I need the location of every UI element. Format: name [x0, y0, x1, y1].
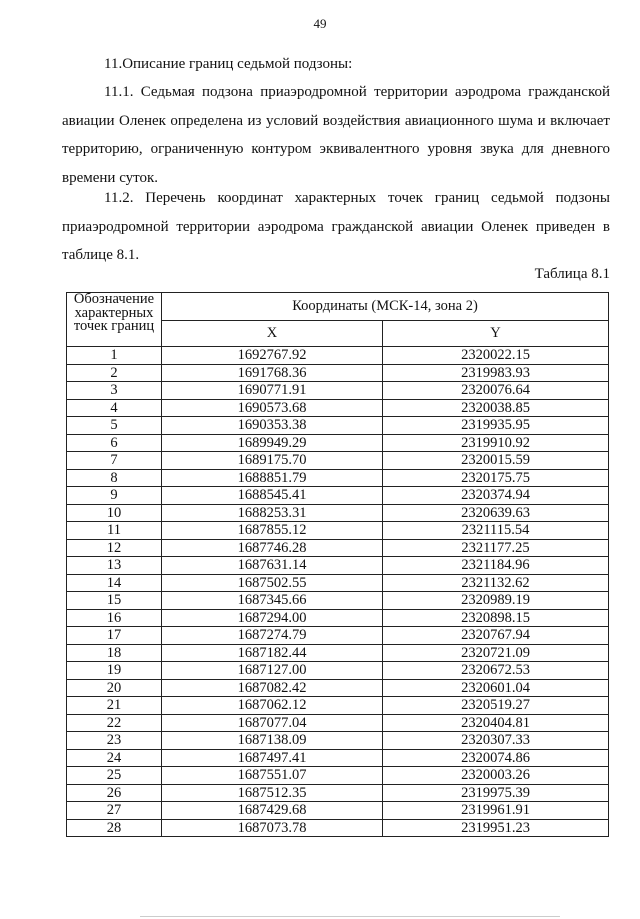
- x-coordinate-cell: 1688851.79: [162, 469, 383, 487]
- x-coordinate-cell: 1690771.91: [162, 382, 383, 400]
- paragraph-11-2: 11.2. Перечень координат характерных точек границ седьмой подзоны приаэродромной территории аэродрома гражданской авиации Оленек приведен в таблице 8.1.: [62, 190, 610, 263]
- table-row: [67, 802, 609, 820]
- point-number-cell: 19: [67, 662, 162, 680]
- x-coordinate-cell: 1687082.42: [162, 679, 383, 697]
- point-number-cell: 23: [67, 732, 162, 750]
- point-number-cell: 15: [67, 592, 162, 610]
- point-number-cell: 1: [67, 347, 162, 365]
- header-x: X: [162, 321, 383, 347]
- table-caption: Таблица 8.1: [534, 266, 610, 282]
- x-coordinate-cell: 1687073.78: [162, 819, 383, 837]
- table-row: [67, 819, 609, 837]
- y-coordinate-cell: 2319910.92: [383, 434, 609, 452]
- y-coordinate-cell: 2319961.91: [383, 802, 609, 820]
- y-coordinate-cell: 2320175.75: [383, 469, 609, 487]
- y-coordinate-cell: 2320601.04: [383, 679, 609, 697]
- paragraph-11-1: 11.1. Седьмая подзона приаэродромной территории аэродрома гражданской авиации Оленек определена из условий воздействия авиационного шума и включает территорию, ограниченную контуром эквивалентного уровня звука для дневного времени суток.: [62, 84, 610, 186]
- table-row: [67, 644, 609, 662]
- x-coordinate-cell: 1687855.12: [162, 522, 383, 540]
- point-number-cell: 12: [67, 539, 162, 557]
- table-row: [67, 609, 609, 627]
- table-row: [67, 697, 609, 715]
- point-number-cell: 9: [67, 487, 162, 505]
- table-row: [67, 539, 609, 557]
- table-row: [67, 487, 609, 505]
- table-row: [67, 749, 609, 767]
- x-coordinate-cell: 1687077.04: [162, 714, 383, 732]
- table-body: [67, 347, 609, 837]
- x-coordinate-cell: 1687429.68: [162, 802, 383, 820]
- page-number: 49: [313, 16, 327, 31]
- x-coordinate-cell: 1688545.41: [162, 487, 383, 505]
- x-coordinate-cell: 1689949.29: [162, 434, 383, 452]
- point-number-cell: 4: [67, 399, 162, 417]
- x-coordinate-cell: 1687551.07: [162, 767, 383, 785]
- point-number-cell: 13: [67, 557, 162, 575]
- table-row: [67, 557, 609, 575]
- x-coordinate-cell: 1691768.36: [162, 364, 383, 382]
- y-coordinate-cell: 2321115.54: [383, 522, 609, 540]
- point-number-cell: 16: [67, 609, 162, 627]
- x-coordinate-cell: 1687182.44: [162, 644, 383, 662]
- x-coordinate-cell: 1687138.09: [162, 732, 383, 750]
- coordinates-table: [66, 292, 609, 837]
- table-row: [67, 452, 609, 470]
- table-row: [67, 504, 609, 522]
- x-coordinate-cell: 1687127.00: [162, 662, 383, 680]
- y-coordinate-cell: 2319975.39: [383, 784, 609, 802]
- x-coordinate-cell: 1688253.31: [162, 504, 383, 522]
- x-coordinate-cell: 1687497.41: [162, 749, 383, 767]
- point-number-cell: 24: [67, 749, 162, 767]
- table-row: [67, 347, 609, 365]
- table-row: [67, 592, 609, 610]
- table-row: [67, 662, 609, 680]
- table-row: [67, 382, 609, 400]
- y-coordinate-cell: 2319935.95: [383, 417, 609, 435]
- table-row: [67, 399, 609, 417]
- x-coordinate-cell: 1690573.68: [162, 399, 383, 417]
- table-row: [67, 469, 609, 487]
- y-coordinate-cell: 2320038.85: [383, 399, 609, 417]
- point-number-cell: 10: [67, 504, 162, 522]
- table-row: [67, 574, 609, 592]
- point-number-cell: 6: [67, 434, 162, 452]
- y-coordinate-cell: 2320898.15: [383, 609, 609, 627]
- x-coordinate-cell: 1689175.70: [162, 452, 383, 470]
- x-coordinate-cell: 1692767.92: [162, 347, 383, 365]
- point-number-cell: 11: [67, 522, 162, 540]
- y-coordinate-cell: 2319983.93: [383, 364, 609, 382]
- x-coordinate-cell: 1687512.35: [162, 784, 383, 802]
- table-row: [67, 417, 609, 435]
- table-row: [67, 434, 609, 452]
- header-point-designation: Обозначение характерных точек границ: [67, 293, 162, 347]
- y-coordinate-cell: 2321177.25: [383, 539, 609, 557]
- y-coordinate-cell: 2319951.23: [383, 819, 609, 837]
- point-number-cell: 3: [67, 382, 162, 400]
- point-number-cell: 18: [67, 644, 162, 662]
- table-row: [67, 679, 609, 697]
- point-number-cell: 7: [67, 452, 162, 470]
- y-coordinate-cell: 2320074.86: [383, 749, 609, 767]
- x-coordinate-cell: 1687502.55: [162, 574, 383, 592]
- x-coordinate-cell: 1687631.14: [162, 557, 383, 575]
- point-number-cell: 2: [67, 364, 162, 382]
- x-coordinate-cell: 1687294.00: [162, 609, 383, 627]
- point-number-cell: 17: [67, 627, 162, 645]
- y-coordinate-cell: 2321132.62: [383, 574, 609, 592]
- point-number-cell: 14: [67, 574, 162, 592]
- point-number-cell: 22: [67, 714, 162, 732]
- x-coordinate-cell: 1690353.38: [162, 417, 383, 435]
- x-coordinate-cell: 1687274.79: [162, 627, 383, 645]
- point-number-cell: 26: [67, 784, 162, 802]
- y-coordinate-cell: 2320003.26: [383, 767, 609, 785]
- y-coordinate-cell: 2320022.15: [383, 347, 609, 365]
- point-number-cell: 8: [67, 469, 162, 487]
- table-row: [67, 714, 609, 732]
- point-number-cell: 21: [67, 697, 162, 715]
- y-coordinate-cell: 2320767.94: [383, 627, 609, 645]
- header-y: Y: [383, 321, 609, 347]
- y-coordinate-cell: 2320374.94: [383, 487, 609, 505]
- point-number-cell: 25: [67, 767, 162, 785]
- point-number-cell: 20: [67, 679, 162, 697]
- section-title: 11.Описание границ седьмой подзоны:: [104, 56, 353, 72]
- x-coordinate-cell: 1687345.66: [162, 592, 383, 610]
- x-coordinate-cell: 1687746.28: [162, 539, 383, 557]
- y-coordinate-cell: 2320015.59: [383, 452, 609, 470]
- y-coordinate-cell: 2320404.81: [383, 714, 609, 732]
- point-number-cell: 27: [67, 802, 162, 820]
- table-row: [67, 767, 609, 785]
- y-coordinate-cell: 2320721.09: [383, 644, 609, 662]
- table-row: [67, 627, 609, 645]
- x-coordinate-cell: 1687062.12: [162, 697, 383, 715]
- point-number-cell: 28: [67, 819, 162, 837]
- table-row: [67, 522, 609, 540]
- y-coordinate-cell: 2320076.64: [383, 382, 609, 400]
- y-coordinate-cell: 2321184.96: [383, 557, 609, 575]
- footer-scan-line: [140, 916, 560, 917]
- table-row: [67, 784, 609, 802]
- y-coordinate-cell: 2320989.19: [383, 592, 609, 610]
- point-number-cell: 5: [67, 417, 162, 435]
- table-row: [67, 364, 609, 382]
- header-coordinates: Координаты (МСК-14, зона 2): [162, 293, 609, 321]
- y-coordinate-cell: 2320639.63: [383, 504, 609, 522]
- table-row: [67, 732, 609, 750]
- y-coordinate-cell: 2320672.53: [383, 662, 609, 680]
- y-coordinate-cell: 2320307.33: [383, 732, 609, 750]
- y-coordinate-cell: 2320519.27: [383, 697, 609, 715]
